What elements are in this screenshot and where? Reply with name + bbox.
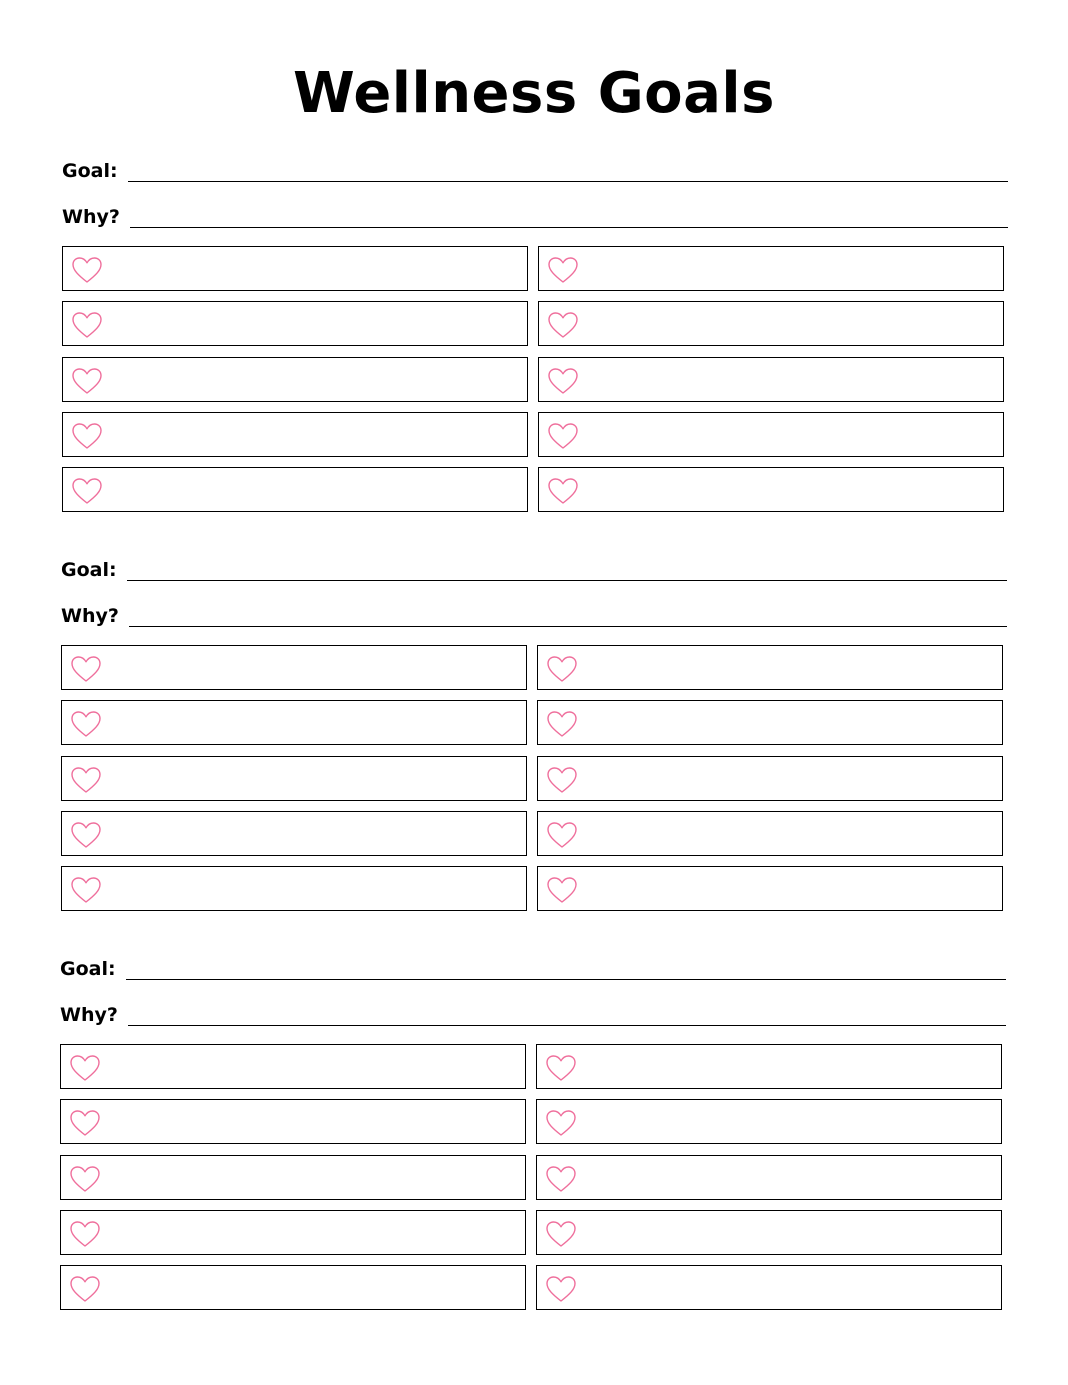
checklist-box[interactable] bbox=[61, 811, 527, 856]
goal-section-1 bbox=[62, 150, 1010, 530]
goal-label: Goal: bbox=[60, 958, 116, 980]
why-label: Why? bbox=[60, 1004, 118, 1026]
heart-icon[interactable] bbox=[546, 710, 578, 738]
heart-icon[interactable] bbox=[71, 477, 103, 505]
heart-icon[interactable] bbox=[547, 422, 579, 450]
heart-icon[interactable] bbox=[69, 1275, 101, 1303]
heart-icon[interactable] bbox=[545, 1220, 577, 1248]
page-title: Wellness Goals bbox=[293, 61, 775, 126]
goal-input-line[interactable] bbox=[126, 979, 1006, 980]
goal-field[interactable] bbox=[62, 150, 1008, 182]
checklist-box[interactable] bbox=[538, 467, 1004, 512]
heart-icon[interactable] bbox=[71, 256, 103, 284]
checklist-box[interactable] bbox=[60, 1044, 526, 1089]
checklist-box[interactable] bbox=[537, 866, 1003, 911]
why-label: Why? bbox=[62, 206, 120, 228]
heart-icon[interactable] bbox=[70, 821, 102, 849]
checklist-box[interactable] bbox=[537, 811, 1003, 856]
goal-field[interactable] bbox=[61, 549, 1007, 581]
heart-icon[interactable] bbox=[69, 1109, 101, 1137]
checklist-box[interactable] bbox=[536, 1099, 1002, 1144]
checklist-box[interactable] bbox=[61, 700, 527, 745]
heart-icon[interactable] bbox=[70, 655, 102, 683]
heart-icon[interactable] bbox=[71, 311, 103, 339]
heart-icon[interactable] bbox=[69, 1054, 101, 1082]
checklist-box[interactable] bbox=[537, 645, 1003, 690]
goal-section-3 bbox=[60, 948, 1008, 1328]
checklist-box[interactable] bbox=[536, 1044, 1002, 1089]
why-input-line[interactable] bbox=[130, 227, 1008, 228]
heart-icon[interactable] bbox=[546, 876, 578, 904]
heart-icon[interactable] bbox=[69, 1165, 101, 1193]
checklist-box[interactable] bbox=[60, 1099, 526, 1144]
checklist-box[interactable] bbox=[538, 246, 1004, 291]
checklist-box[interactable] bbox=[62, 467, 528, 512]
checklist-box[interactable] bbox=[60, 1265, 526, 1310]
heart-icon[interactable] bbox=[546, 766, 578, 794]
goal-label: Goal: bbox=[62, 160, 118, 182]
checklist-box[interactable] bbox=[538, 357, 1004, 402]
checklist-box[interactable] bbox=[62, 357, 528, 402]
why-field[interactable] bbox=[60, 994, 1006, 1026]
heart-icon[interactable] bbox=[547, 477, 579, 505]
checklist-box[interactable] bbox=[62, 412, 528, 457]
checklist-box[interactable] bbox=[538, 412, 1004, 457]
heart-icon[interactable] bbox=[69, 1220, 101, 1248]
why-field[interactable] bbox=[62, 196, 1008, 228]
heart-icon[interactable] bbox=[71, 422, 103, 450]
why-label: Why? bbox=[61, 605, 119, 627]
heart-icon[interactable] bbox=[545, 1275, 577, 1303]
goal-label: Goal: bbox=[61, 559, 117, 581]
checklist-box[interactable] bbox=[60, 1210, 526, 1255]
heart-icon[interactable] bbox=[71, 367, 103, 395]
heart-icon[interactable] bbox=[545, 1165, 577, 1193]
heart-icon[interactable] bbox=[547, 256, 579, 284]
heart-icon[interactable] bbox=[70, 710, 102, 738]
heart-icon[interactable] bbox=[546, 821, 578, 849]
why-field[interactable] bbox=[61, 595, 1007, 627]
heart-icon[interactable] bbox=[547, 367, 579, 395]
checklist-box[interactable] bbox=[62, 301, 528, 346]
heart-icon[interactable] bbox=[546, 655, 578, 683]
checklist-box[interactable] bbox=[536, 1265, 1002, 1310]
goal-input-line[interactable] bbox=[128, 181, 1008, 182]
checklist-box[interactable] bbox=[537, 756, 1003, 801]
goal-section-2 bbox=[61, 549, 1009, 929]
goal-input-line[interactable] bbox=[127, 580, 1007, 581]
checklist-box[interactable] bbox=[536, 1210, 1002, 1255]
why-input-line[interactable] bbox=[129, 626, 1007, 627]
heart-icon[interactable] bbox=[545, 1054, 577, 1082]
checklist-box[interactable] bbox=[536, 1155, 1002, 1200]
checklist-box[interactable] bbox=[62, 246, 528, 291]
goal-field[interactable] bbox=[60, 948, 1006, 980]
heart-icon[interactable] bbox=[70, 766, 102, 794]
heart-icon[interactable] bbox=[545, 1109, 577, 1137]
why-input-line[interactable] bbox=[128, 1025, 1006, 1026]
checklist-box[interactable] bbox=[61, 866, 527, 911]
checklist-box[interactable] bbox=[61, 756, 527, 801]
checklist-box[interactable] bbox=[60, 1155, 526, 1200]
checklist-box[interactable] bbox=[61, 645, 527, 690]
checklist-box[interactable] bbox=[537, 700, 1003, 745]
heart-icon[interactable] bbox=[547, 311, 579, 339]
heart-icon[interactable] bbox=[70, 876, 102, 904]
checklist-box[interactable] bbox=[538, 301, 1004, 346]
